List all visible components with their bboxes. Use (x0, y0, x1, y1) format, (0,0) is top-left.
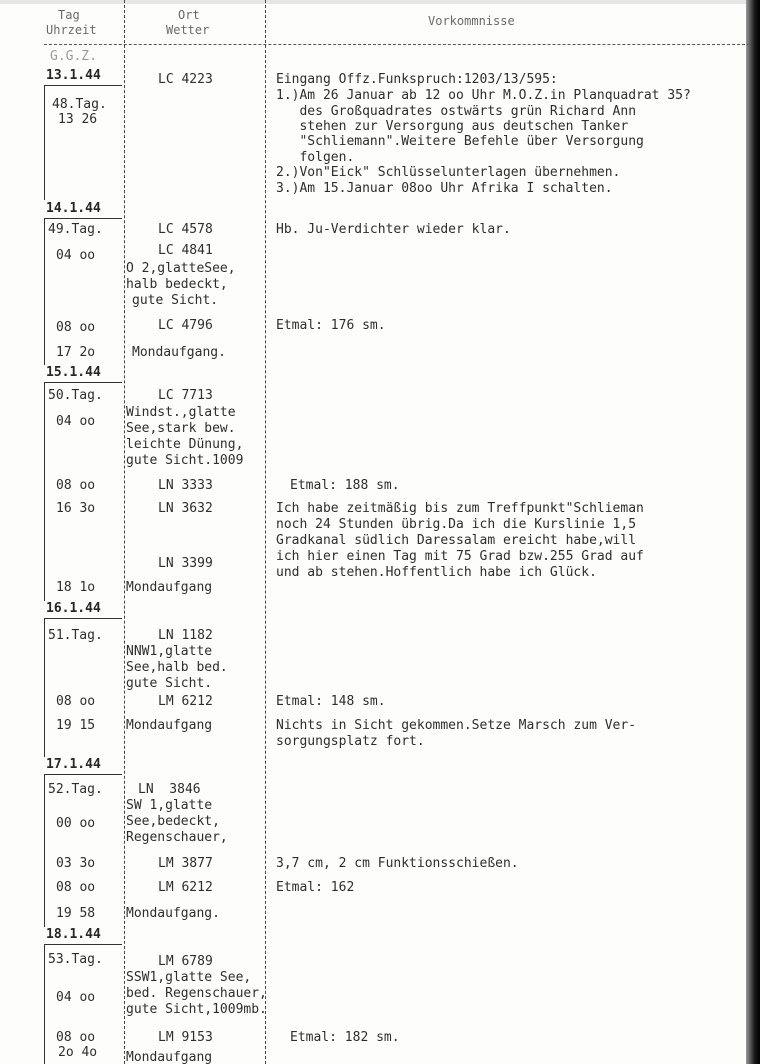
entry-time: 00 oo (56, 816, 96, 831)
entry-text: des Großquadrates ostwärts grün Richard Ann (276, 104, 637, 119)
date-17-1-44: 17.1.44 (46, 757, 101, 772)
entry-time: 04 oo (56, 248, 96, 263)
entry-text: Eingang Offz.Funkspruch:1203/13/595: (276, 72, 558, 87)
day-number: 48.Tag. (52, 97, 107, 112)
entry-text: 1.)Am 26 Januar ab 12 oo Uhr M.O.Z.in Planquadrat 35? (276, 88, 691, 103)
entry-time: 08 oo (56, 1030, 96, 1045)
column-divider-left (124, 0, 125, 1064)
entry-position: LM 6212 (158, 880, 213, 895)
entry-text: folgen. (276, 150, 355, 165)
entry-weather: gute Sicht.1009 (126, 453, 244, 468)
entry-time: 16 3o (56, 501, 96, 516)
entry-time: 08 oo (56, 320, 96, 335)
header-wetter: Wetter (166, 23, 210, 37)
entry-weather: gute Sicht. (126, 676, 213, 691)
entry-position: LN 3632 (158, 501, 213, 516)
entry-weather: SSW1,glatte See, (126, 970, 252, 985)
entry-text: 3,7 cm, 2 cm Funktionsschießen. (276, 856, 519, 871)
entry-position: LC 4796 (158, 318, 213, 333)
day-bracket (44, 619, 45, 757)
entry-weather: leichte Dünung, (126, 437, 244, 452)
entry-position: LM 3877 (158, 856, 213, 871)
entry-weather: halb bedeckt, (126, 277, 228, 292)
entry-text: noch 24 Stunden übrig.Da ich die Kurslinie 1,5 (276, 517, 637, 532)
entry-time: 08 oo (56, 880, 96, 895)
day-bracket (44, 86, 45, 200)
time-zone-label: G.G.Z. (50, 49, 97, 64)
entry-position: LM 6789 (158, 954, 213, 969)
header-tag: Tag (58, 8, 80, 22)
entry-text: Etmal: 162 (276, 880, 355, 895)
entry-position: LN 3333 (158, 478, 213, 493)
date-16-1-44: 16.1.44 (46, 601, 101, 616)
entry-position: LM 9153 (158, 1030, 213, 1045)
entry-weather: See,stark bew. (126, 421, 236, 436)
entry-text: 3.)Am 15.Januar 08oo Uhr Afrika I schalten. (276, 181, 613, 196)
entry-weather: NNW1,glatte (126, 644, 213, 659)
entry-text: stehen zur Versorgung aus deutschen Tanker (276, 119, 629, 134)
date-underline (44, 944, 122, 945)
date-underline (44, 382, 122, 383)
entry-position: LN 3399 (158, 556, 213, 571)
entry-text: Nichts in Sicht gekommen.Setze Marsch zum Ver- (276, 718, 637, 733)
entry-weather: Mondaufgang (126, 1050, 213, 1064)
column-divider-right (265, 0, 266, 1064)
entry-position: LC 7713 (158, 388, 213, 403)
scan-dark-right-edge (746, 0, 760, 1064)
entry-time: 19 58 (56, 906, 96, 921)
day-number: 51.Tag. (48, 628, 103, 643)
entry-text: Etmal: 182 sm. (290, 1030, 400, 1045)
date-underline (44, 618, 122, 619)
day-bracket (44, 945, 45, 1064)
entry-time: 2o 4o (58, 1045, 98, 1060)
day-number: 49.Tag. (48, 222, 103, 237)
entry-time: 13 26 (58, 112, 98, 127)
entry-weather: Windst.,glatte (126, 405, 236, 420)
entry-weather: O 2,glatteSee, (126, 261, 236, 276)
entry-text: Hb. Ju-Verdichter wieder klar. (276, 222, 511, 237)
entry-time: 19 15 (56, 718, 96, 733)
date-underline (44, 774, 122, 775)
entry-text: Etmal: 188 sm. (290, 478, 400, 493)
date-underline (44, 85, 122, 86)
entry-weather: bed. Regenschauer, (126, 986, 267, 1001)
header-ort: Ort (178, 8, 200, 22)
date-13-1-44: 13.1.44 (46, 68, 101, 83)
entry-text: ich hier einen Tag mit 75 Grad bzw.255 Grad auf (276, 549, 644, 564)
entry-text: und ab stehen.Hoffentlich habe ich Glück. (276, 565, 597, 580)
entry-text: Ich habe zeitmäßig bis zum Treffpunkt"Schlieman (276, 501, 644, 516)
entry-position: LC 4223 (158, 72, 213, 87)
day-bracket (44, 219, 45, 365)
day-bracket (44, 775, 45, 927)
day-number: 53.Tag. (48, 952, 103, 967)
entry-time: 18 1o (56, 580, 96, 595)
entry-weather: Regenschauer, (126, 830, 228, 845)
entry-text: Etmal: 148 sm. (276, 694, 386, 709)
entry-time: 03 3o (56, 856, 96, 871)
entry-weather: Mondaufgang. (132, 345, 226, 360)
header-uhrzeit: Uhrzeit (46, 23, 97, 37)
entry-text: sorgungsplatz fort. (276, 734, 425, 749)
header-rule (44, 44, 750, 45)
date-14-1-44: 14.1.44 (46, 201, 101, 216)
entry-text: 2.)Von"Eick" Schlüsselunterlagen übernehmen. (276, 165, 621, 180)
entry-time: 08 oo (56, 478, 96, 493)
entry-position: LC 4841 (158, 243, 213, 258)
day-number: 52.Tag. (48, 782, 103, 797)
entry-text: Gradkanal südlich Daressalam ereicht habe,will (276, 533, 637, 548)
header-vorkommnisse: Vorkommnisse (428, 14, 515, 28)
entry-weather: gute Sicht. (132, 293, 219, 308)
entry-text: "Schliemann".Weitere Befehle über Versorgung (276, 134, 644, 149)
entry-position: LC 4578 (158, 222, 213, 237)
entry-time: 04 oo (56, 414, 96, 429)
entry-position: LN 1182 (158, 628, 213, 643)
entry-text: Etmal: 176 sm. (276, 318, 386, 333)
entry-weather: See,halb bed. (126, 660, 228, 675)
date-18-1-44: 18.1.44 (46, 927, 101, 942)
scan-top-edge (0, 0, 760, 4)
entry-position: LM 6212 (158, 694, 213, 709)
entry-weather: See,bedeckt, (126, 814, 220, 829)
day-number: 50.Tag. (48, 388, 103, 403)
entry-time: 04 oo (56, 990, 96, 1005)
entry-time: 17 2o (56, 345, 96, 360)
day-bracket (44, 383, 45, 601)
entry-weather: Mondaufgang. (126, 906, 220, 921)
entry-weather: gute Sicht,1009mb. (126, 1002, 267, 1017)
entry-time: 08 oo (56, 694, 96, 709)
date-15-1-44: 15.1.44 (46, 365, 101, 380)
entry-weather: Mondaufgang (126, 580, 213, 595)
entry-weather: SW 1,glatte (126, 798, 213, 813)
entry-weather: Mondaufgang (126, 718, 213, 733)
entry-position: LN 3846 (138, 782, 201, 797)
date-underline (44, 218, 122, 219)
